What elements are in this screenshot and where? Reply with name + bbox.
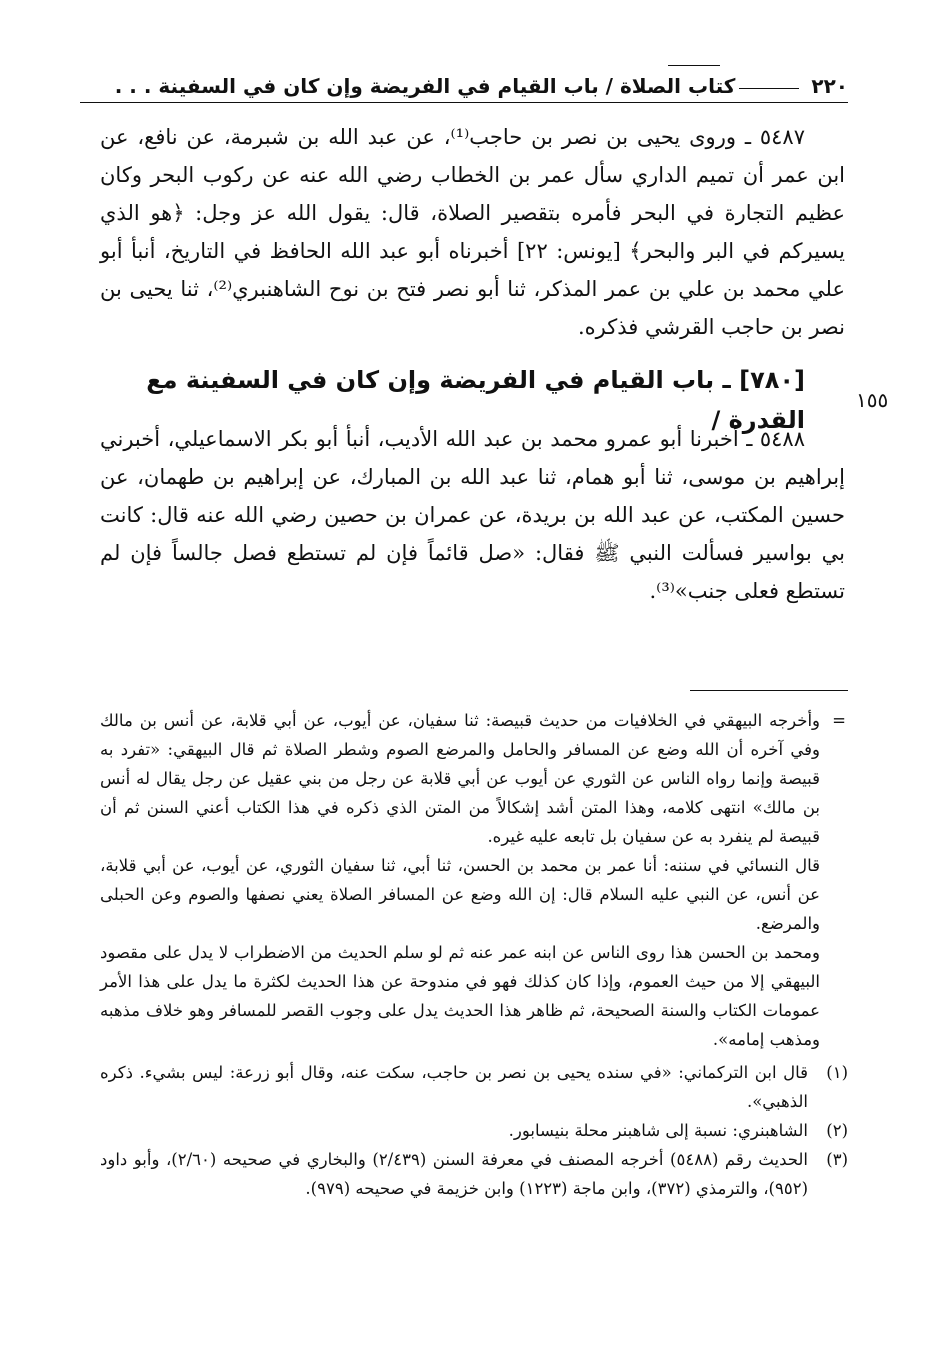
running-header <box>80 58 848 98</box>
footnote-separator <box>690 690 848 691</box>
header-top-mark <box>668 65 720 66</box>
page-number: ٢٢٠ <box>811 74 848 98</box>
footnote-number: (٢) <box>826 1121 848 1140</box>
header-dash-rule <box>739 88 799 89</box>
footnotes-area <box>100 706 848 1203</box>
note-continuation-1: = وأخرجه البيهقي في الخلافيات من حديث قبيصة: ثنا سفيان، عن أيوب، عن أبي قلابة، عن أنس بن مالك وفي آخره أن الله وضع عن المسافر والحامل والمرضع الصوم وشطر الصلاة ثم قال البيهقي: «تفرد به قبيصة وإنما رواه الناس عن الثوري عن أيوب عن أبي قلابة عن رجل من بني عقيل عن رجل يقال له أنس بن مالك» انتهى كلامه، وهذا المتن أشد إشكالاً من المتن الذي ذكره في هذا الكتاب أعني السنن ثم أن قبيصة لم ينفرد به عن سفيان بل تابعه عليه غيره. <box>100 706 848 851</box>
hadith-5488 <box>100 420 845 610</box>
footnote-number: (٣) <box>826 1150 848 1169</box>
note-continuation-3: ومحمد بن الحسن هذا روى الناس عن ابنه عمر عنه ثم لو سلم الحديث من الاضطراب لا يدل على مقصود البيهقي إلا من حيث العموم، وإذا كان كذلك فهو في مندوحة عن هذا الحديث لكثرة ما يدل على هذا الأمر عمومات الكتاب والسنة الصحيحة، ثم ظاهر هذا الحديث يدل على وجوب القصر للمسافر وهو خلاف مذهبه ومذهب إمامه». <box>100 943 820 1049</box>
hadith-5488-text: ٥٤٨٨ ـ أخبرنا أبو عمرو محمد بن عبد الله الأديب، أنبأ أبو بكر الاسماعيلي، أخبرني إبراهيم بن موسى، ثنا أبو همام، ثنا عبد الله بن المبارك، عن إبراهيم بن طهمان، عن حسين المكتب، عن عبد الله بن بريدة، عن عمران بن حصين رضي الله عنه قال: كانت بي بواسير فسألت النبي ﷺ فقال: «صل قائماً فإن لم تستطع فصل جالساً فإن لم تستطع فعلى جنب»⁽³⁾. <box>100 427 845 603</box>
footnote-text: الشاهبنري: نسبة إلى شاهبنر محلة بنيسابور. <box>508 1121 808 1140</box>
footnote-text: الحديث رقم (٥٤٨٨) أخرجه المصنف في معرفة السنن (٢/٤٣٩) والبخاري في صحيحه (٢/٦٠)، وأبو داود (٩٥٢)، والترمذي (٣٧٢)، وابن ماجة (١٢٢٣) وابن خزيمة في صحيحه (٩٧٩). <box>100 1150 809 1198</box>
footnote-list <box>100 1058 848 1203</box>
hadith-5487-text: ٥٤٨٧ ـ وروى يحيى بن نصر بن حاجب⁽¹⁾، عن عبد الله بن شبرمة، عن نافع، عن ابن عمر أن تميم الداري سأل عمر بن الخطاب رضي الله عنه عن ركوب البحر وكان عظيم التجارة في البحر فأمره بتقصير الصلاة، قال: يقول الله عز وجل: ﴿هو الذي يسيركم في البر والبحر﴾ [يونس: ٢٢] أخبرناه أبو عبد الله الحافظ في التاريخ، أنبأ أبو علي محمد بن علي بن عمر المذكر، ثنا أبو نصر فتح بن نوح الشاهنبري⁽²⁾، ثنا يحيى بن نصر بن حاجب القرشي فذكره. <box>100 125 845 339</box>
footnote-1 <box>100 1058 848 1116</box>
footnote-2 <box>100 1116 848 1145</box>
footnote-number: (١) <box>826 1063 848 1082</box>
header-rule <box>80 102 848 103</box>
margin-page-number: ١٥٥ <box>856 388 889 412</box>
chapter-heading: [٧٨٠] ـ باب القيام في الفريضة وإن كان في السفينة مع القدرة / <box>146 366 805 434</box>
hadith-5487 <box>100 118 845 346</box>
footnote-3 <box>100 1145 848 1203</box>
running-title: كتاب الصلاة / باب القيام في الفريضة وإن كان في السفينة . . . <box>114 74 736 98</box>
footnote-text: قال ابن التركماني: «في سنده يحيى بن نصر بن حاجب، سكت عنه، وقال أبو زرعة: ليس بشيء. ذكره الذهبي». <box>100 1063 808 1111</box>
note-continuation-2: قال النسائي في سننه: أنا عمر بن محمد بن الحسن، ثنا أبي، ثنا سفيان الثوري، عن أيوب، عن أبي قلابة، عن أنس، عن النبي عليه السلام قال: إن الله وضع عن المسافر الصلاة يعني نصفها والصوم وعن الحبلى والمرضع. <box>100 856 820 933</box>
